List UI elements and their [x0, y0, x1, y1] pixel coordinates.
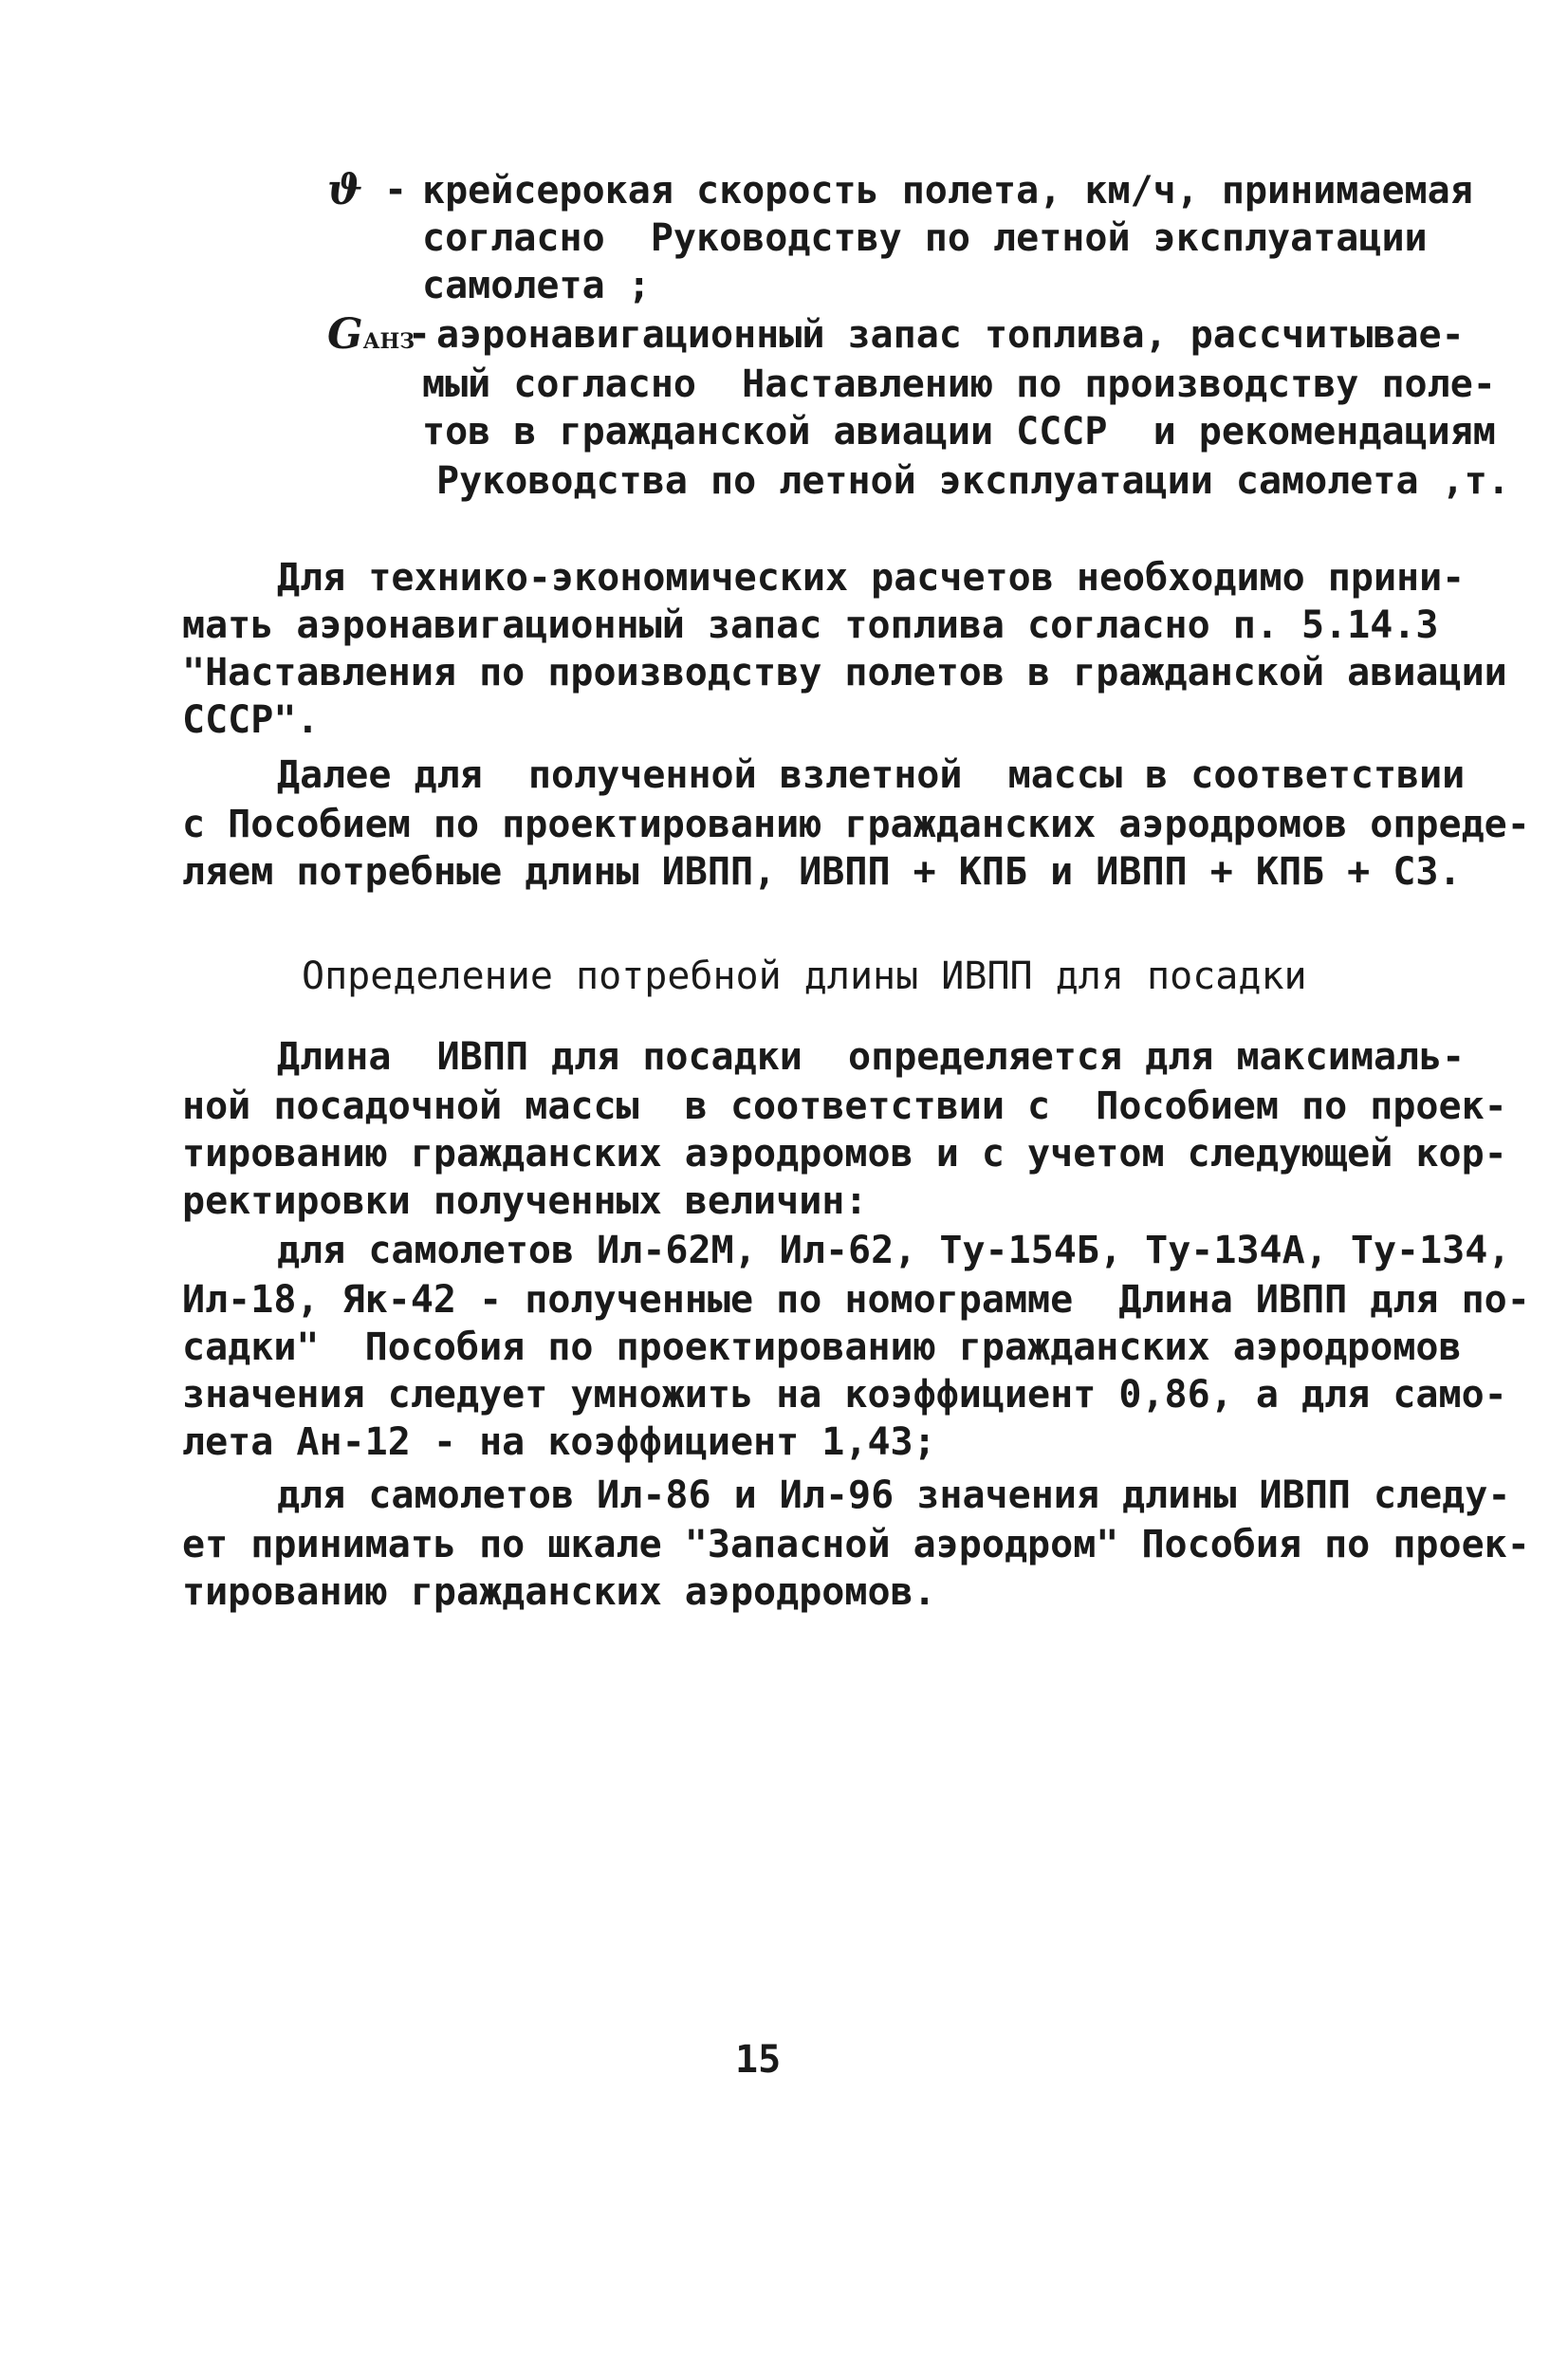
definition-line: тов в гражданской авиации СССР и рекомендациям	[422, 410, 1496, 454]
body-line: тированию гражданских аэродромов.	[182, 1570, 936, 1614]
paragraph-line: ляем потребные длины ИВПП, ИВПП + КПБ и ИВПП + КПБ + СЗ.	[182, 850, 1462, 894]
definition-line: мый согласно Наставлению по производству поле-	[422, 362, 1496, 406]
body-line: ной посадочной массы в соответствии с Пособием по проек-	[182, 1084, 1507, 1128]
definition-dash: -	[384, 168, 408, 212]
definition-line: согласно Руководству по летной эксплуатации	[422, 216, 1428, 260]
body-line: садки" Пособия по проектированию гражданских аэродромов	[182, 1325, 1462, 1369]
body-line: для самолетов Ил-62М, Ил-62, Ту-154Б, Ту-134А, Ту-134,	[277, 1229, 1511, 1272]
body-line: для самолетов Ил-86 и Ил-96 значения длины ИВПП следу-	[277, 1473, 1511, 1517]
paragraph-line: Для технико-экономических расчетов необходимо прини-	[277, 556, 1466, 600]
paragraph-line: с Пособием по проектированию гражданских аэродромов опреде-	[182, 803, 1530, 846]
body-line: лета Ан-12 - на коэффициент 1,43;	[182, 1420, 936, 1464]
paragraph-line: мать аэронавигационный запас топлива согласно п. 5.14.3	[182, 603, 1439, 647]
definition-line: крейсерокая скорость полета, км/ч, принимаемая	[422, 169, 1473, 213]
symbol-subscript: АНЗ	[362, 329, 415, 354]
body-line: значения следует умножить на коэффициент 0,86, а для само-	[182, 1373, 1507, 1417]
page-number: 15	[735, 2038, 782, 2082]
body-line: Длина ИВПП для посадки определяется для максималь-	[277, 1035, 1466, 1079]
body-line: Ил-18, Як-42 - полученные по номограмме Длина ИВПП для по-	[182, 1278, 1530, 1322]
symbol-v: ϑ	[327, 166, 363, 214]
definition-line: самолета ;	[422, 264, 651, 307]
symbol-g-anz: GАНЗ	[327, 310, 415, 359]
body-line: ректировки полученных величин:	[182, 1179, 868, 1223]
definition-dash: -	[408, 312, 432, 356]
definition-line: аэронавигационный запас топлива, рассчитывае-	[436, 313, 1465, 357]
paragraph-line: СССР".	[182, 698, 320, 742]
paragraph-line: "Наставления по производству полетов в гражданской авиации	[182, 651, 1507, 695]
paragraph-line: Далее для полученной взлетной массы в соответствии	[277, 753, 1466, 797]
section-heading: Определение потребной длины ИВПП для посадки	[302, 954, 1307, 998]
definition-line: Руководства по летной эксплуатации самолета ,т.	[436, 459, 1510, 503]
body-line: ет принимать по шкале "Запасной аэродром" Пособия по проек-	[182, 1523, 1530, 1566]
body-line: тированию гражданских аэродромов и с учетом следующей кор-	[182, 1132, 1507, 1176]
